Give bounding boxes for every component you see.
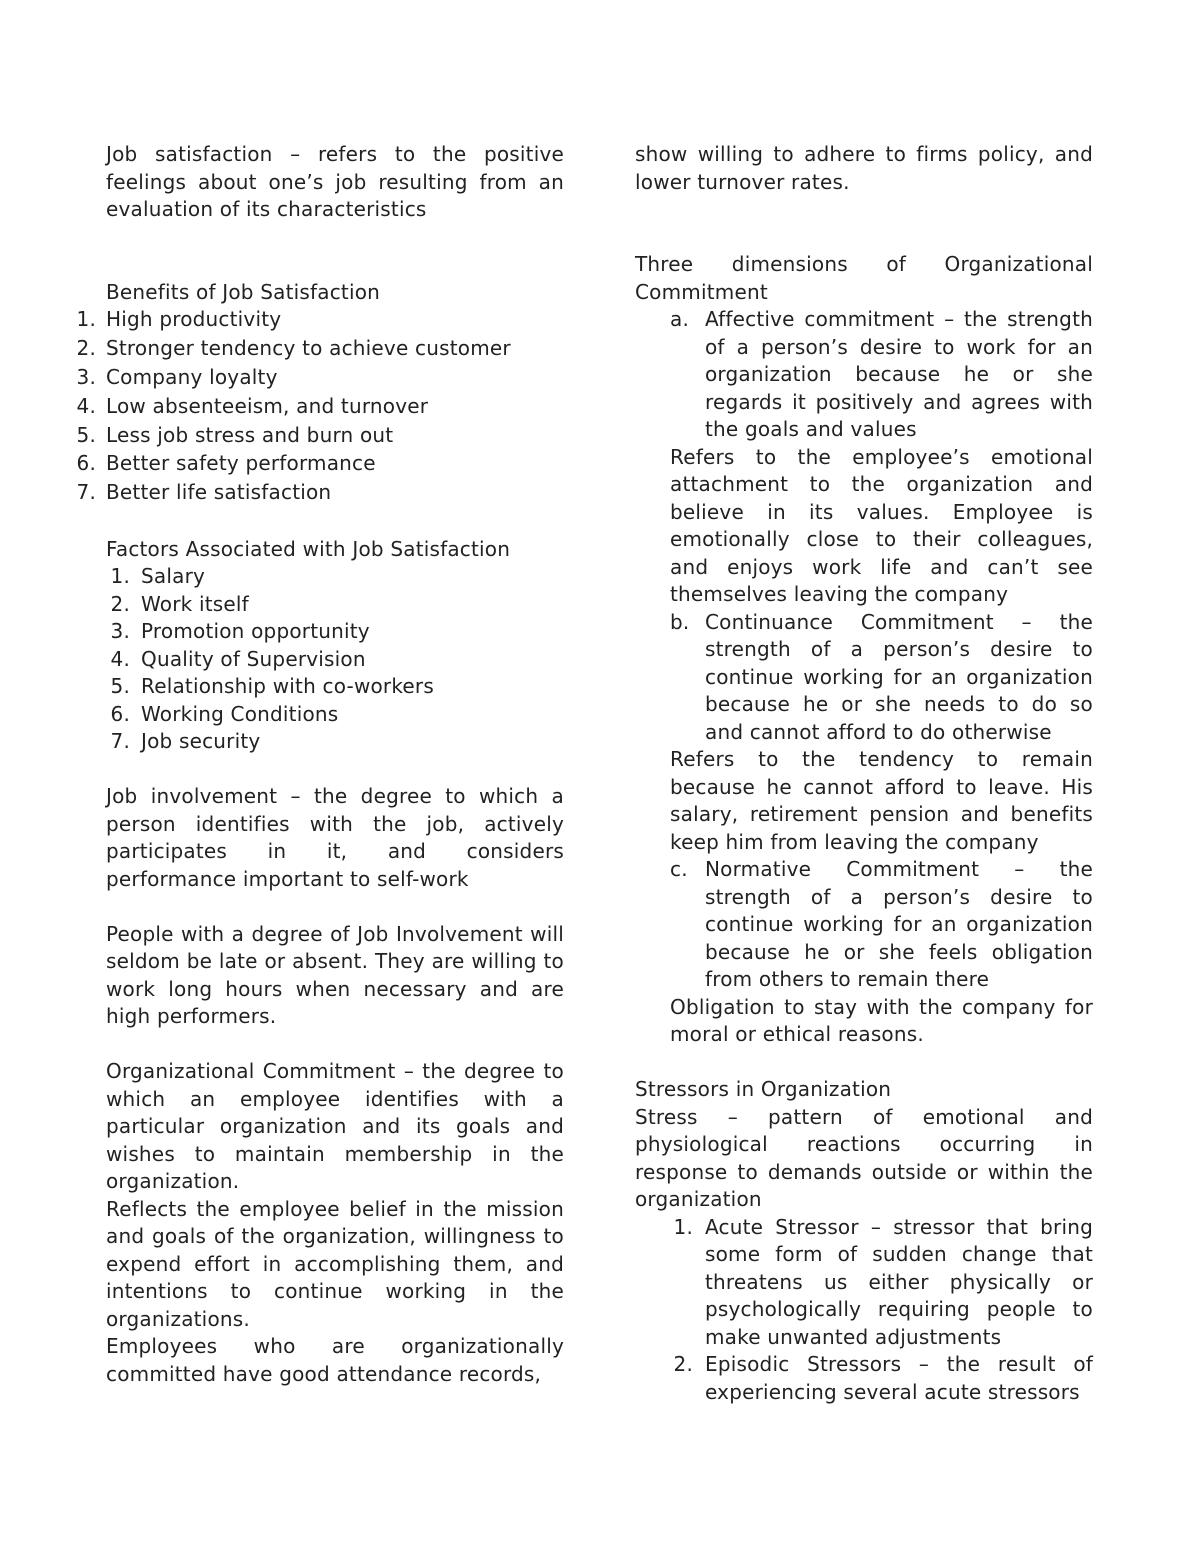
list-number: 3. xyxy=(110,619,130,644)
list-item-text: Salary xyxy=(141,564,206,589)
list-item xyxy=(106,673,564,701)
stressors-list xyxy=(635,1214,1093,1407)
list-item xyxy=(76,479,564,507)
list-number: 1. xyxy=(673,1214,693,1239)
list-item xyxy=(106,591,564,619)
list-item-text: Job security xyxy=(141,729,261,754)
list-item xyxy=(635,306,1093,444)
list-letter: a. xyxy=(670,307,690,331)
list-number: 3. xyxy=(76,364,96,389)
list-item xyxy=(106,701,564,729)
list-item-text: Better life satisfaction xyxy=(106,480,332,505)
list-letter: c. xyxy=(670,857,688,881)
list-item-text: Quality of Supervision xyxy=(141,646,366,671)
list-item-text: Low absenteeism, and turnover xyxy=(106,393,429,418)
list-item xyxy=(76,306,564,334)
organizational-commitment-reflects-paragraph: Reflects the employee belief in the mission and goals of the organization, willingness to expend effort in accomplishing them, and intentions to continue working in the organizations. xyxy=(106,1196,564,1331)
stressor-definition: Acute Stressor – stressor that bring some form of sudden change that threatens us either physically or psychologically requiring people to make unwanted adjustments xyxy=(705,1214,1093,1349)
dimensions-list xyxy=(635,306,1093,444)
list-item xyxy=(76,450,564,478)
continuation-paragraph: show willing to adhere to firms policy, and lower turnover rates. xyxy=(635,142,1093,194)
list-number: 5. xyxy=(76,422,96,447)
list-item xyxy=(76,393,564,421)
list-item-text: Better safety performance xyxy=(106,451,376,476)
list-item-text: Relationship with co-workers xyxy=(141,674,434,699)
dimension-note: Refers to the employee’s emotional attachment to the organization and believe in its values. Employee is emotionally close to their colleagues, and enjoys work life and can’t see themselves leaving the company xyxy=(670,444,1093,606)
list-letter: b. xyxy=(670,609,690,634)
right-column xyxy=(635,141,1093,1406)
list-number: 4. xyxy=(110,646,130,671)
list-number: 2. xyxy=(76,335,96,360)
list-item xyxy=(76,335,564,363)
list-number: 7. xyxy=(76,480,96,505)
list-number: 2. xyxy=(673,1352,693,1376)
list-item xyxy=(635,1351,1093,1406)
list-number: 1. xyxy=(76,307,96,331)
dimension-definition: Affective commitment – the strength of a person’s desire to work for an organization because he or she regards it positively and agrees with the goals and values xyxy=(705,307,1093,441)
list-item xyxy=(106,618,564,646)
list-number: 4. xyxy=(76,393,96,418)
list-item-text: Company loyalty xyxy=(106,364,278,389)
list-number: 7. xyxy=(110,729,130,754)
dimension-note: Refers to the tendency to remain because he cannot afford to leave. His salary, retirement pension and benefits keep him from leaving the company xyxy=(670,747,1093,854)
stress-definition: Stress – pattern of emotional and physiological reactions occurring in response to demands outside or within the organization xyxy=(635,1104,1093,1211)
dimensions-list xyxy=(635,856,1093,994)
job-satisfaction-definition: Job satisfaction – refers to the positive feelings about one’s job resulting from an evaluation of its characteristics xyxy=(106,142,564,221)
dimension-definition: Continuance Commitment – the strength of a person’s desire to continue working for an organization because he or she needs to do so and cannot afford to do otherwise xyxy=(705,609,1093,744)
factors-heading: Factors Associated with Job Satisfaction xyxy=(106,536,511,561)
list-item-text: Work itself xyxy=(141,591,249,616)
list-number: 6. xyxy=(110,701,130,726)
benefits-heading: Benefits of Job Satisfaction xyxy=(106,279,381,304)
organizational-commitment-employees-paragraph: Employees who are organizationally committed have good attendance records, xyxy=(106,1334,564,1386)
job-involvement-definition: Job involvement – the degree to which a person identifies with the job, actively participates in it, and considers performance important to self-work xyxy=(106,784,564,891)
list-item-text: Stronger tendency to achieve customer xyxy=(106,335,511,360)
list-item xyxy=(76,364,564,392)
list-item xyxy=(106,563,564,591)
organizational-commitment-definition: Organizational Commitment – the degree to which an employee identifies with a particular organization and its goals and wishes to maintain membership in the organization. xyxy=(106,1059,564,1194)
list-item-text: Working Conditions xyxy=(141,701,339,726)
list-number: 5. xyxy=(110,674,130,699)
list-number: 2. xyxy=(110,591,130,616)
benefits-list xyxy=(76,306,564,507)
list-item xyxy=(635,1214,1093,1352)
list-item xyxy=(106,728,564,756)
dimensions-list xyxy=(635,609,1093,747)
dimensions-heading: Three dimensions of Organizational Commitment xyxy=(635,252,1093,304)
dimension-note: Obligation to stay with the company for moral or ethical reasons. xyxy=(670,994,1093,1046)
list-number: 1. xyxy=(110,564,130,589)
stressors-heading: Stressors in Organization xyxy=(635,1077,892,1101)
list-item xyxy=(635,856,1093,994)
factors-list xyxy=(106,563,564,756)
dimension-definition: Normative Commitment – the strength of a person’s desire to continue working for an organization because he or she feels obligation from others to remain there xyxy=(705,857,1093,991)
left-column xyxy=(76,141,564,1388)
list-item-text: High productivity xyxy=(106,307,282,331)
job-involvement-people-paragraph: People with a degree of Job Involvement will seldom be late or absent. They are willing to work long hours when necessary and are high performers. xyxy=(106,921,564,1029)
list-item-text: Less job stress and burn out xyxy=(106,422,394,447)
list-item-text: Promotion opportunity xyxy=(141,619,370,644)
list-number: 6. xyxy=(76,451,96,476)
list-item xyxy=(76,422,564,450)
stressor-definition: Episodic Stressors – the result of experiencing several acute stressors xyxy=(705,1352,1093,1404)
list-item xyxy=(635,609,1093,747)
list-item xyxy=(106,646,564,674)
